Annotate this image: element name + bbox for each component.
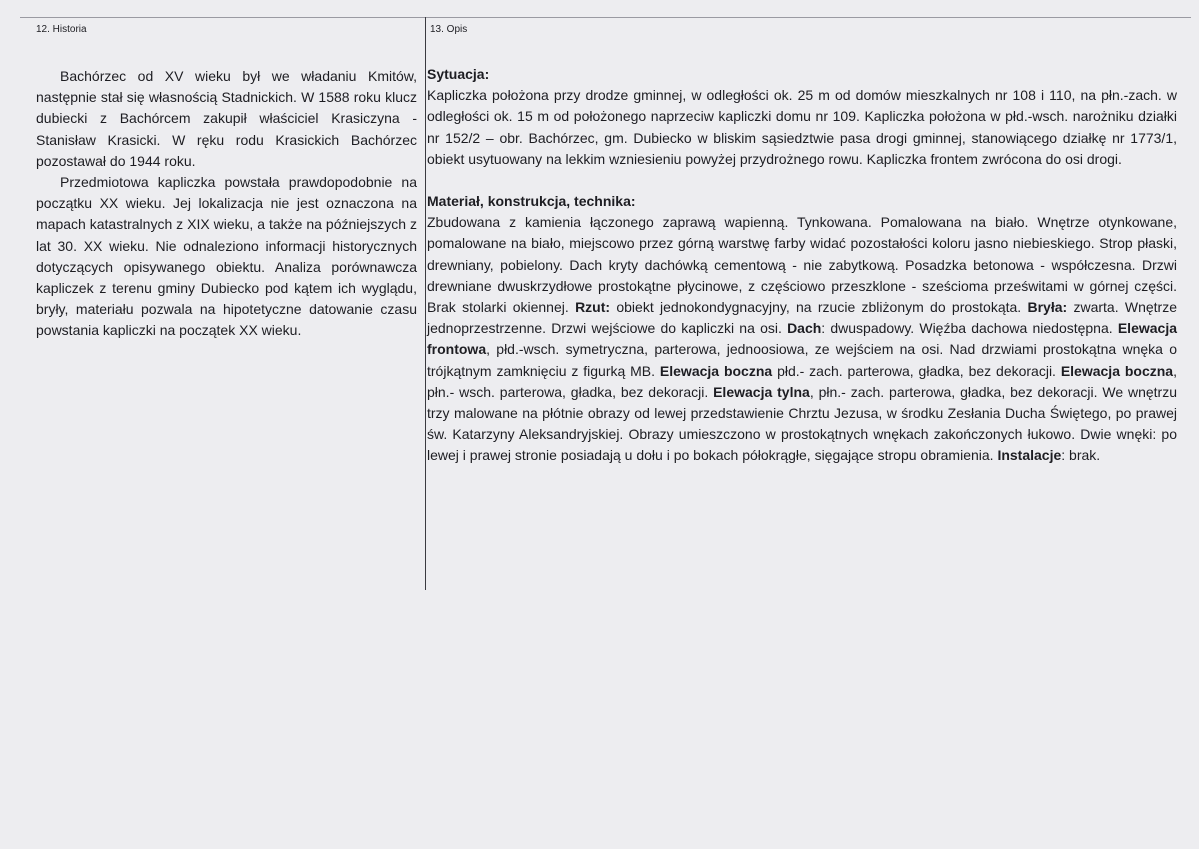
material-text-2: obiekt jednokondygnacyjny, na rzucie zbliżonym do prostokąta. — [610, 299, 1028, 316]
section-header-historia: 12. Historia — [36, 24, 87, 35]
dach-label: Dach — [787, 320, 822, 337]
material-text-5: , płd.-wsch. symetryczna, parterowa, jednoosiowa, ze wejściem na osi. Nad drzwiami prostokątna wnęka o trójkątnym zamknięciu z figurką MB. — [427, 341, 1177, 379]
material-title: Materiał, konstrukcja, technika: — [427, 193, 636, 210]
opis-column — [427, 64, 1177, 467]
material-text — [427, 212, 1177, 466]
sytuacja-text: Kapliczka położona przy drodze gminnej, w odległości ok. 25 m od domów mieszkalnych nr 108 i 110, na płn.-zach. w odległości ok. 15 m od położonego naprzeciw kapliczki domu nr 109. Kapliczka położona w płd.-wsch. narożniku działki nr 152/2 – obr. Bachórzec, gm. Dubiecko w bliskim sąsiedztwie pasa drogi gminnej, stanowiącego działkę nr 1773/1, obiekt usytuowany na lekkim wzniesieniu powyżej przydrożnego rowu. Kapliczka frontem zwrócona do osi drogi. — [427, 87, 1177, 167]
material-text-1: Zbudowana z kamienia łączonego zaprawą wapienną. Tynkowana. Pomalowana na biało. Wnętrze otynkowane, pomalowane na biało, miejscowo przez górną warstwę farby widać pozostałości koloru jasno niebieskiego. Strop płaski, drewniany, pobielony. Dach kryty dachówką cementową - nie zabytkową. Posadzka betonowa - współczesna. Drzwi drewniane dwuskrzydłowe prostokątne płycinowe, z częściowo przeszklone - sześcioma prześwitami w górnej części. Brak stolarki okiennej. — [427, 214, 1177, 316]
material-text-6: płd.- zach. parterowa, gładka, bez dekoracji. — [772, 362, 1061, 379]
material-text-9: : brak. — [1061, 447, 1101, 464]
bryla-label: Bryła: — [1027, 299, 1068, 316]
elewacja-frontowa-label: Elewacja frontowa — [427, 320, 1177, 358]
historia-paragraph-2: Przedmiotowa kapliczka powstała prawdopodobnie na początku XX wieku. Jej lokalizacja nie jest oznaczona na mapach katastralnych z XIX wieku, a także na późniejszych z lat 30. XX wieku. Nie odnaleziono informacji historycznych dotyczących opisywanego obiektu. Analiza porównawcza kapliczek z terenu gminy Dubiecko pod kątem ich wyglądu, bryły, materiału pozwala na hipotetyczne datowanie czasu powstania kapliczki na początek XX wieku. — [36, 174, 417, 339]
table-top-border — [20, 17, 1191, 18]
elewacja-tylna-label: Elewacja tylna — [713, 383, 810, 400]
material-text-7: , płn.- wsch. parterowa, gładka, bez dekoracji. — [427, 362, 1177, 400]
section-header-opis: 13. Opis — [430, 24, 468, 35]
rzut-label: Rzut: — [575, 299, 611, 316]
material-text-8: , płn.- zach. parterowa, gładka, bez dekoracji. We wnętrzu trzy malowane na płótnie obrazy od lewej przedstawienie Chrztu Jezusa, w środku Zesłania Ducha Świętego, po prawej św. Katarzyny Aleksandryjskiej. Obrazy umieszczono w prostokątnych wnękach zakończonych łukowo. Dwie wnęki: po lewej i prawej stronie posiadają u dołu i po bokach półokrągłe, sięgające stropu obramienia. — [427, 383, 1178, 464]
material-text-3: zwarta. Wnętrze jednoprzestrzenne. Drzwi wejściowe do kapliczki na osi. — [427, 299, 1178, 337]
sytuacja-title: Sytuacja: — [427, 66, 490, 82]
instalacje-label: Instalacje — [997, 447, 1062, 464]
material-text-4: : dwuspadowy. Więźba dachowa niedostępna. — [821, 320, 1118, 337]
historia-paragraph-1: Bachórzec od XV wieku był we władaniu Kmitów, następnie stał się własnością Stadnickich. W 1588 roku klucz dubiecki z Bachórcem zakupił właściciel Krasiczyna - Stanisław Krasicki. W ręku rodu Krasickich Bachórzec pozostawał do 1944 roku. — [36, 68, 417, 169]
historia-column — [36, 66, 417, 342]
elewacja-boczna-2-label: Elewacja boczna — [1060, 362, 1174, 379]
column-divider — [425, 17, 426, 590]
elewacja-boczna-1-label: Elewacja boczna — [659, 362, 773, 379]
